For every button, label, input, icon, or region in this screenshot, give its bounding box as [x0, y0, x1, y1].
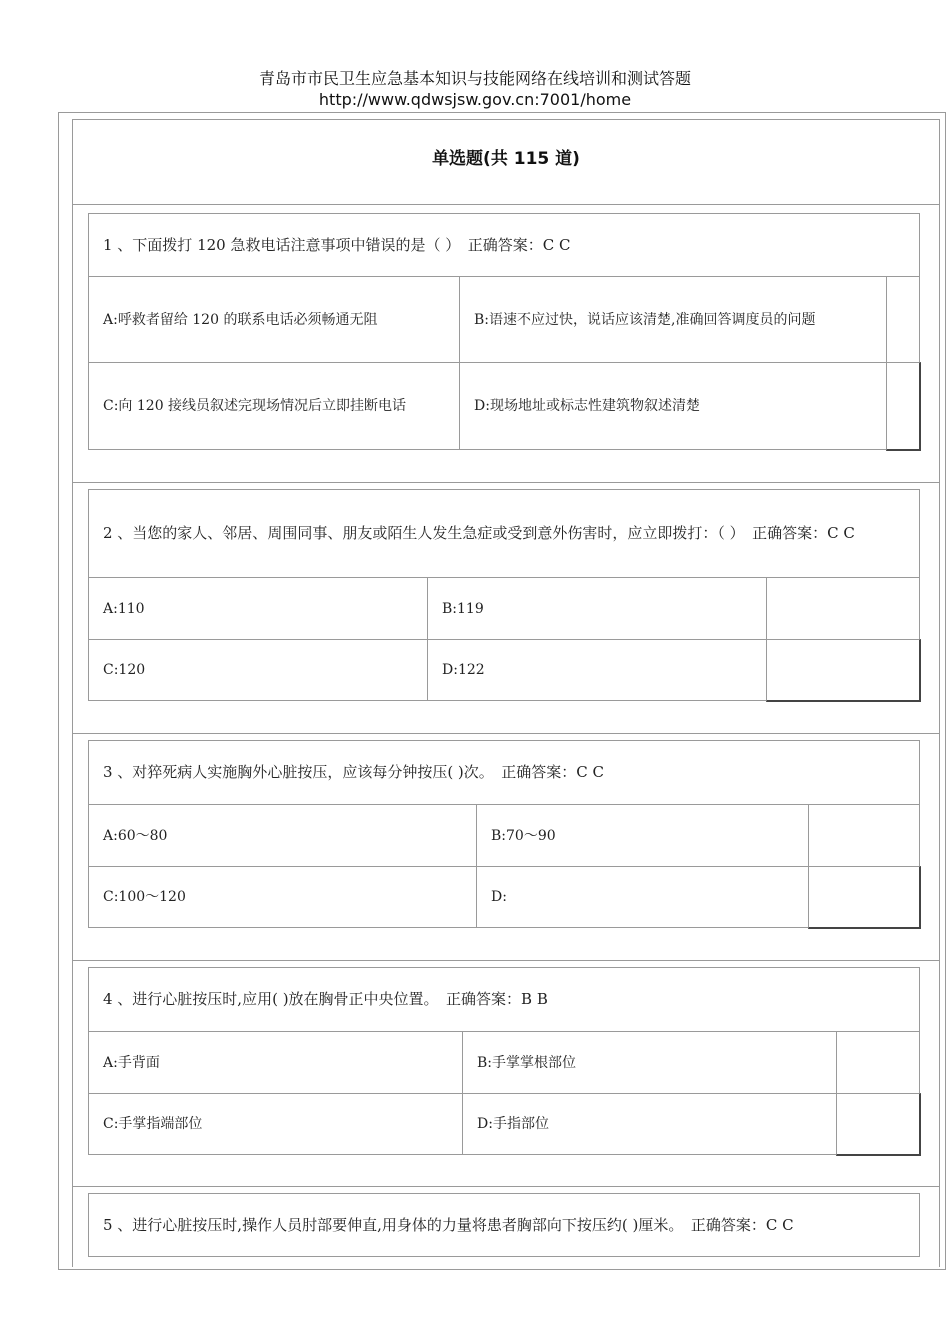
option-d: D:122 — [427, 639, 766, 700]
option-c: C:100～120 — [89, 866, 476, 927]
answer-cell — [886, 276, 919, 362]
section-title: 单选题(共 115 道) — [73, 120, 939, 205]
option-d: D:手指部位 — [462, 1093, 836, 1154]
option-d: D: — [476, 866, 808, 927]
answer-cell — [808, 866, 921, 929]
question-stem: 3 、对猝死病人实施胸外心脏按压，应该每分钟按压( )次。 正确答案：C C — [103, 763, 605, 781]
divider — [73, 733, 939, 734]
question-5 — [88, 1193, 920, 1257]
divider — [73, 1186, 939, 1187]
divider — [73, 960, 939, 961]
question-stem: 4 、进行心脏按压时,应用( )放在胸骨正中央位置。 正确答案：B B — [103, 990, 548, 1008]
answer-cell — [766, 577, 919, 639]
option-b: B:70～90 — [476, 804, 808, 866]
question-3 — [88, 740, 920, 928]
option-d: D:现场地址或标志性建筑物叙述清楚 — [459, 362, 886, 449]
option-a: A:60～80 — [89, 804, 476, 866]
question-2 — [88, 489, 920, 701]
document-url: http://www.qdwsjsw.gov.cn:7001/home — [318, 90, 632, 109]
option-a: A:呼救者留给 120 的联系电话必须畅通无阻 — [89, 276, 459, 362]
answer-cell — [836, 1093, 921, 1156]
question-1 — [88, 213, 920, 450]
question-stem: 5 、进行心脏按压时,操作人员肘部要伸直,用身体的力量将患者胸部向下按压约( )厘米。 正确答案：C C — [103, 1215, 794, 1234]
option-a: A:手背面 — [89, 1031, 462, 1093]
answer-cell — [836, 1031, 919, 1093]
answer-cell — [886, 362, 921, 451]
question-stem: 2 、当您的家人、邻居、周围同事、朋友或陌生人发生急症或受到意外伤害时，应立即拨打：（ ） 正确答案：C C — [103, 524, 855, 542]
divider — [73, 482, 939, 483]
option-b: B:手掌掌根部位 — [462, 1031, 836, 1093]
option-c: C:120 — [89, 639, 427, 700]
option-b: B:语速不应过快，说话应该清楚,准确回答调度员的问题 — [459, 276, 886, 362]
option-c: C:向 120 接线员叙述完现场情况后立即挂断电话 — [89, 362, 459, 449]
question-stem: 1 、下面拨打 120 急救电话注意事项中错误的是（ ） 正确答案：C C — [103, 235, 571, 254]
question-4 — [88, 967, 920, 1155]
answer-cell — [766, 639, 921, 702]
option-a: A:110 — [89, 577, 427, 639]
document-title: 青岛市市民卫生应急基本知识与技能网络在线培训和测试答题 — [258, 69, 691, 88]
answer-cell — [808, 804, 919, 866]
option-c: C:手掌指端部位 — [89, 1093, 462, 1154]
option-b: B:119 — [427, 577, 766, 639]
